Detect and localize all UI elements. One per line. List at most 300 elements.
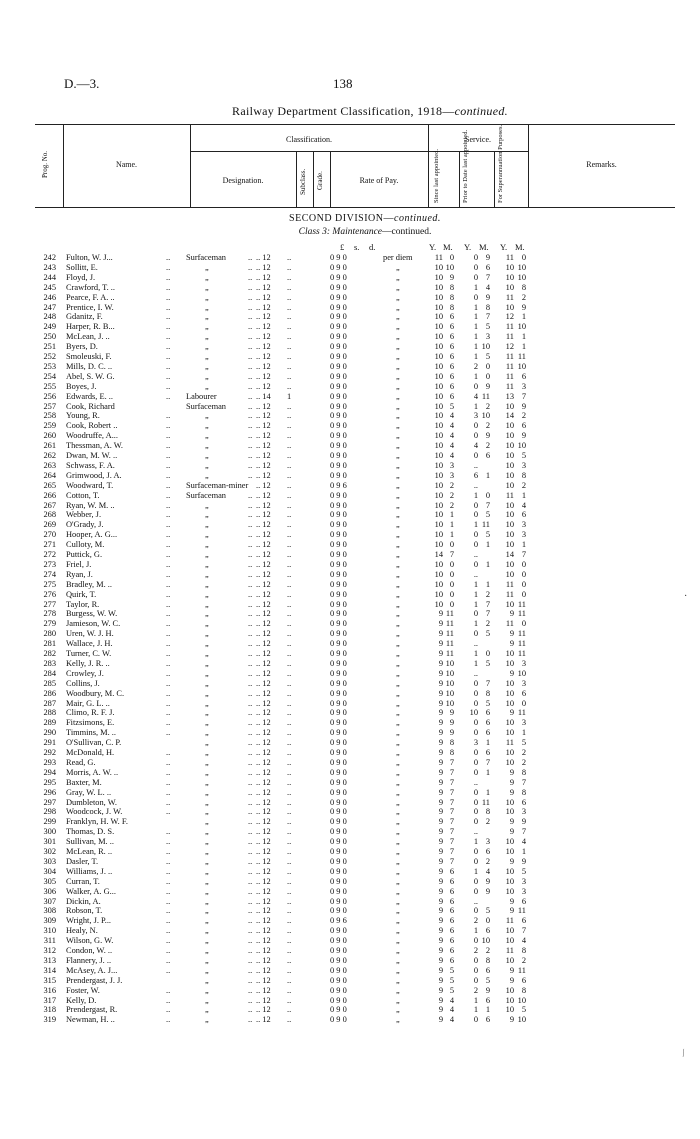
cell-y2: 2 xyxy=(473,985,478,995)
cell-freq: „ xyxy=(396,272,400,282)
table-row xyxy=(0,758,700,767)
cell-grade: .. 12 xyxy=(256,460,271,470)
cell-rate: 0 9 6 xyxy=(330,916,347,926)
cell-no: 263 xyxy=(43,460,56,470)
cell-des: „ xyxy=(205,688,209,698)
cell-grade: .. 12 xyxy=(256,599,271,609)
cell-rate: 0 9 0 xyxy=(330,371,347,381)
cell-y1: 9 xyxy=(438,797,443,807)
cell-m2: 6 xyxy=(485,728,490,738)
cell-m1: 6 xyxy=(449,906,454,916)
cell-ddd: .. xyxy=(248,866,253,876)
cell-freq: „ xyxy=(396,371,400,381)
cell-grade: .. 12 xyxy=(256,678,271,688)
cell-dd: .. xyxy=(166,827,171,837)
cell-sub: .. xyxy=(287,579,292,589)
cell-y2: 0 xyxy=(473,421,478,431)
table-row xyxy=(0,728,700,737)
cell-m1: 6 xyxy=(449,876,454,886)
cell-m2: 7 xyxy=(485,599,490,609)
cell-m1: 0 xyxy=(449,559,454,569)
cell-m1: 11 xyxy=(445,639,454,649)
cell-m1: 7 xyxy=(449,827,454,837)
cell-m2: 3 xyxy=(485,332,490,342)
cell-m1: 7 xyxy=(449,856,454,866)
cell-freq: „ xyxy=(396,569,400,579)
cell-y1: 9 xyxy=(438,827,443,837)
cell-y2: 0 xyxy=(473,292,478,302)
cell-grade: .. 12 xyxy=(256,995,271,1005)
cell-m2: 0 xyxy=(485,371,490,381)
cell-freq: „ xyxy=(396,550,400,559)
cell-des: „ xyxy=(205,965,209,975)
cell-freq: „ xyxy=(396,520,400,530)
cell-y2: 1 xyxy=(473,371,478,381)
table-row xyxy=(0,303,700,312)
cell-freq: „ xyxy=(396,668,400,678)
cell-y2: 0 xyxy=(473,609,478,619)
cell-des: Surfaceman xyxy=(186,401,226,411)
cell-name: Burgess, W. W. xyxy=(66,609,118,619)
cell-ddd: .. xyxy=(248,253,253,262)
cell-dd: .. xyxy=(166,678,171,688)
cell-y2: 1 xyxy=(473,589,478,599)
cell-m3: 9 xyxy=(521,431,526,441)
cell-sub: .. xyxy=(287,906,292,916)
cell-no: 301 xyxy=(43,837,56,847)
cell-y1: 9 xyxy=(438,936,443,946)
cell-freq: „ xyxy=(396,490,400,500)
cell-freq: „ xyxy=(396,470,400,480)
cell-m3: 8 xyxy=(521,985,526,995)
cell-m1: 7 xyxy=(449,797,454,807)
cell-m2: 5 xyxy=(485,629,490,639)
cell-rate: 0 9 0 xyxy=(330,955,347,965)
cell-grade: .. 12 xyxy=(256,767,271,777)
cell-name: Woodruffe, A... xyxy=(66,431,118,441)
table-row xyxy=(0,847,700,856)
table-row xyxy=(0,738,700,747)
cell-y1: 9 xyxy=(438,866,443,876)
cell-y3: 10 xyxy=(505,441,514,451)
cell-y1: 9 xyxy=(438,1005,443,1015)
cell-des: „ xyxy=(205,975,209,985)
cell-no: 296 xyxy=(43,787,56,797)
cell-des: „ xyxy=(205,649,209,658)
cell-dd: .. xyxy=(166,728,171,738)
table-row xyxy=(0,342,700,351)
cell-rate: 0 9 0 xyxy=(330,817,347,827)
cell-name: Prendergast, J. J. xyxy=(66,975,123,985)
cell-m2: 6 xyxy=(485,708,490,718)
cell-freq: „ xyxy=(396,866,400,876)
cell-ddd: .. xyxy=(248,718,253,728)
cell-grade: .. 12 xyxy=(256,550,271,559)
cell-des: „ xyxy=(205,342,209,352)
cell-des: Labourer xyxy=(186,391,217,401)
cell-rate: 0 9 0 xyxy=(330,837,347,847)
cell-dd: .. xyxy=(166,312,171,322)
cell-name: Mair, G. L. .. xyxy=(66,698,110,708)
cell-grade: .. 12 xyxy=(256,480,271,490)
cell-y2: 1 xyxy=(473,312,478,322)
cell-grade: .. 12 xyxy=(256,371,271,381)
cell-y2: 0 xyxy=(473,451,478,460)
cell-rate: 0 9 0 xyxy=(330,728,347,738)
cell-sub: .. xyxy=(287,698,292,708)
cell-y3: 10 xyxy=(505,569,514,579)
unit-pence: d. xyxy=(369,242,376,252)
cell-sub: .. xyxy=(287,609,292,619)
cell-grade: .. 12 xyxy=(256,540,271,550)
cell-ddd: .. xyxy=(248,421,253,431)
cell-m3: 11 xyxy=(517,599,526,609)
cell-rate: 0 9 0 xyxy=(330,995,347,1005)
cell-des: „ xyxy=(205,460,209,470)
cell-y3: 11 xyxy=(505,361,514,371)
table-row xyxy=(0,669,700,678)
cell-sub: .. xyxy=(287,718,292,728)
cell-no: 310 xyxy=(43,926,56,936)
cell-dd: .. xyxy=(166,1005,171,1015)
cell-y2: 4 xyxy=(473,441,478,451)
cell-y1: 9 xyxy=(438,718,443,728)
cell-m1: 6 xyxy=(449,352,454,361)
cell-no: 298 xyxy=(43,807,56,817)
cell-grade: .. 12 xyxy=(256,876,271,886)
cell-m1: 6 xyxy=(449,322,454,332)
cell-des: „ xyxy=(205,748,209,757)
table-row xyxy=(0,590,700,599)
cell-m2: 1 xyxy=(485,1005,490,1015)
cell-y3: 9 xyxy=(509,777,514,787)
cell-dd: .. xyxy=(166,777,171,787)
cell-y3: 9 xyxy=(509,817,514,827)
cell-des: „ xyxy=(205,540,209,550)
unit-shillings: s. xyxy=(354,242,360,252)
cell-ddd: .. xyxy=(248,916,253,926)
cell-no: 283 xyxy=(43,658,56,668)
cell-des: „ xyxy=(205,639,209,649)
header-subclass: Subclass. xyxy=(299,168,307,195)
cell-m3: 6 xyxy=(521,975,526,985)
cell-des: „ xyxy=(205,421,209,431)
cell-m1: 0 xyxy=(449,540,454,550)
cell-ddd: .. xyxy=(248,698,253,708)
table-row xyxy=(0,461,700,470)
table-row xyxy=(0,293,700,302)
cell-no: 303 xyxy=(43,856,56,866)
cell-m2: 1 xyxy=(485,767,490,777)
cell-y3: 10 xyxy=(505,678,514,688)
cell-grade: .. 12 xyxy=(256,451,271,460)
cell-y1: 9 xyxy=(438,649,443,658)
cell-m1: 6 xyxy=(449,926,454,936)
cell-m2: 5 xyxy=(485,698,490,708)
cell-no: 292 xyxy=(43,748,56,757)
cell-des: „ xyxy=(205,906,209,916)
unit-m: M. xyxy=(443,242,453,252)
cell-m2: 1 xyxy=(485,579,490,589)
cell-y3: 10 xyxy=(505,926,514,936)
cell-des: „ xyxy=(205,995,209,1005)
cell-dd: .. xyxy=(166,926,171,936)
cell-y3: 10 xyxy=(505,886,514,896)
cell-m3: 11 xyxy=(517,352,526,361)
cell-y3: 10 xyxy=(505,540,514,550)
cell-y3: 9 xyxy=(509,639,514,649)
cell-grade: .. 12 xyxy=(256,520,271,530)
cell-y2: .. xyxy=(473,827,478,837)
cell-freq: „ xyxy=(396,906,400,916)
cell-grade: .. 12 xyxy=(256,708,271,718)
cell-m3: 3 xyxy=(521,658,526,668)
cell-no: 295 xyxy=(43,777,56,787)
cell-name: Cotton, T. xyxy=(66,490,100,500)
table-row xyxy=(0,491,700,500)
cell-ddd: .. xyxy=(248,906,253,916)
cell-des: „ xyxy=(205,609,209,619)
header-classification: Classification. xyxy=(286,135,332,144)
table-row xyxy=(0,560,700,569)
table-row xyxy=(0,748,700,757)
cell-dd: .. xyxy=(166,1015,171,1025)
cell-y3: 13 xyxy=(505,391,514,401)
cell-y3: 9 xyxy=(509,668,514,678)
cell-y3: 14 xyxy=(505,550,514,559)
cell-name: Quirk, T. xyxy=(66,589,97,599)
table-row xyxy=(0,609,700,618)
cell-dd: .. xyxy=(166,500,171,510)
cell-name: Schwass, F. A. xyxy=(66,460,115,470)
cell-sub: .. xyxy=(287,253,292,262)
cell-freq: „ xyxy=(396,629,400,639)
cell-no: 252 xyxy=(43,352,56,361)
cell-m2: 2 xyxy=(485,856,490,866)
cell-name: Wright, J. P... xyxy=(66,916,112,926)
cell-y3: 9 xyxy=(509,896,514,906)
unit-y: Y. xyxy=(500,242,508,252)
cell-grade: .. 12 xyxy=(256,658,271,668)
unit-y: Y. xyxy=(429,242,437,252)
cell-des: „ xyxy=(205,827,209,837)
cell-freq: „ xyxy=(396,451,400,460)
cell-dd: .. xyxy=(166,540,171,550)
table-row xyxy=(0,679,700,688)
cell-freq: „ xyxy=(396,480,400,490)
cell-m2: 8 xyxy=(485,688,490,698)
cell-y1: 10 xyxy=(434,401,443,411)
title-continued: continued. xyxy=(454,104,508,118)
cell-des: „ xyxy=(205,856,209,866)
cell-dd: .. xyxy=(166,559,171,569)
cell-dd: .. xyxy=(166,748,171,757)
cell-m1: 7 xyxy=(449,787,454,797)
header-service: Service. xyxy=(465,135,491,144)
cell-rate: 0 9 0 xyxy=(330,708,347,718)
cell-no: 264 xyxy=(43,470,56,480)
cell-name: Puttick, G. xyxy=(66,550,103,559)
cell-name: Dumbleton, W. xyxy=(66,797,117,807)
cell-no: 270 xyxy=(43,530,56,540)
cell-grade: .. 12 xyxy=(256,847,271,856)
cell-m2: 9 xyxy=(485,876,490,886)
cell-y2: 3 xyxy=(473,411,478,421)
cell-m3: 0 xyxy=(521,569,526,579)
cell-name: Ryan, W. M. .. xyxy=(66,500,115,510)
cell-m3: 4 xyxy=(521,500,526,510)
cell-sub: .. xyxy=(287,748,292,757)
cell-grade: .. 12 xyxy=(256,589,271,599)
cell-m1: 7 xyxy=(449,837,454,847)
cell-freq: „ xyxy=(396,847,400,856)
cell-rate: 0 9 0 xyxy=(330,738,347,748)
cell-grade: .. 12 xyxy=(256,421,271,431)
header-since-last: Since last appointed. xyxy=(433,149,440,203)
cell-m2: 6 xyxy=(485,965,490,975)
cell-des: „ xyxy=(205,599,209,609)
cell-y3: 10 xyxy=(505,797,514,807)
cell-grade: .. 12 xyxy=(256,698,271,708)
cell-y2: 2 xyxy=(473,361,478,371)
cell-freq: „ xyxy=(396,728,400,738)
cell-no: 245 xyxy=(43,282,56,292)
cell-no: 247 xyxy=(43,302,56,312)
cell-m3: 5 xyxy=(521,738,526,748)
cell-no: 257 xyxy=(43,401,56,411)
header-for-super: For Superannuation Purposes. xyxy=(497,124,504,203)
cell-no: 293 xyxy=(43,757,56,767)
cell-y2: 1 xyxy=(473,332,478,342)
cell-no: 316 xyxy=(43,985,56,995)
cell-rate: 0 9 0 xyxy=(330,906,347,916)
cell-dd: .. xyxy=(166,530,171,540)
cell-dd: .. xyxy=(166,916,171,926)
cell-rate: 0 9 0 xyxy=(330,678,347,688)
cell-y2: 0 xyxy=(473,906,478,916)
header-rate-of-pay: Rate of Pay. xyxy=(359,176,399,185)
table-row xyxy=(0,451,700,460)
cell-m3: 2 xyxy=(521,480,526,490)
cell-y1: 10 xyxy=(434,589,443,599)
cell-rate: 0 9 0 xyxy=(330,441,347,451)
cell-des: „ xyxy=(205,1015,209,1025)
cell-y3: 10 xyxy=(505,520,514,530)
cell-freq: „ xyxy=(396,282,400,292)
cell-y3: 10 xyxy=(505,431,514,441)
table-row xyxy=(0,798,700,807)
cell-y3: 10 xyxy=(505,955,514,965)
header-sub-rule-classification xyxy=(190,151,428,152)
cell-m3: 1 xyxy=(521,490,526,500)
cell-m2: 6 xyxy=(485,847,490,856)
cell-grade: .. 12 xyxy=(256,896,271,906)
cell-y3: 10 xyxy=(505,847,514,856)
cell-y2: 1 xyxy=(473,579,478,589)
table-row xyxy=(0,916,700,925)
cell-m2: 0 xyxy=(485,361,490,371)
cell-freq: „ xyxy=(396,312,400,322)
cell-y2: 0 xyxy=(473,748,478,757)
cell-m2: 6 xyxy=(485,262,490,272)
cell-no: 290 xyxy=(43,728,56,738)
cell-rate: 0 9 0 xyxy=(330,520,347,530)
cell-sub: .. xyxy=(287,401,292,411)
cell-sub: .. xyxy=(287,441,292,451)
cell-grade: .. 12 xyxy=(256,322,271,332)
cell-rate: 0 9 0 xyxy=(330,856,347,866)
cell-sub: .. xyxy=(287,480,292,490)
cell-ddd: .. xyxy=(248,302,253,312)
cell-rate: 0 9 0 xyxy=(330,460,347,470)
cell-m3: 6 xyxy=(521,896,526,906)
table-row xyxy=(0,689,700,698)
cell-no: 243 xyxy=(43,262,56,272)
cell-dd: .. xyxy=(166,757,171,767)
cell-no: 313 xyxy=(43,955,56,965)
cell-rate: 0 9 0 xyxy=(330,787,347,797)
cell-grade: .. 12 xyxy=(256,619,271,629)
table-row xyxy=(0,619,700,628)
cell-y2: 1 xyxy=(473,352,478,361)
cell-m3: 10 xyxy=(517,668,526,678)
cell-name: Cook, Richard xyxy=(66,401,115,411)
cell-y1: 10 xyxy=(434,302,443,312)
cell-y2: 0 xyxy=(473,965,478,975)
cell-y3: 11 xyxy=(505,371,514,381)
cell-des: „ xyxy=(205,550,209,559)
cell-m2: 5 xyxy=(485,658,490,668)
cell-m3: 6 xyxy=(521,510,526,520)
cell-y1: 10 xyxy=(434,490,443,500)
cell-ddd: .. xyxy=(248,550,253,559)
cell-des: „ xyxy=(205,262,209,272)
cell-m1: 0 xyxy=(449,569,454,579)
cell-ddd: .. xyxy=(248,738,253,748)
table-row xyxy=(0,540,700,549)
cell-m3: 6 xyxy=(521,916,526,926)
cell-y1: 9 xyxy=(438,876,443,886)
cell-m3: 10 xyxy=(517,272,526,282)
cell-ddd: .. xyxy=(248,965,253,975)
cell-m2: 5 xyxy=(485,352,490,361)
cell-m3: 11 xyxy=(517,649,526,658)
cell-no: 276 xyxy=(43,589,56,599)
table-row xyxy=(0,788,700,797)
cell-m3: 7 xyxy=(521,391,526,401)
cell-sub: .. xyxy=(287,352,292,361)
cell-name: Woodward, T. xyxy=(66,480,114,490)
cell-m2: 5 xyxy=(485,906,490,916)
cell-no: 275 xyxy=(43,579,56,589)
cell-y2: .. xyxy=(473,569,478,579)
cell-freq: „ xyxy=(396,955,400,965)
cell-y3: 11 xyxy=(505,352,514,361)
cell-y2: 0 xyxy=(473,797,478,807)
cell-name: Gray, W. L. .. xyxy=(66,787,112,797)
cell-m1: 7 xyxy=(449,817,454,827)
header-col-line xyxy=(494,151,495,207)
cell-y3: 9 xyxy=(509,609,514,619)
cell-y2: 1 xyxy=(473,926,478,936)
cell-no: 253 xyxy=(43,361,56,371)
cell-y1: 10 xyxy=(434,500,443,510)
cell-y2: 0 xyxy=(473,975,478,985)
cell-no: 315 xyxy=(43,975,56,985)
cell-sub: .. xyxy=(287,678,292,688)
cell-grade: .. 12 xyxy=(256,946,271,955)
cell-m2: 11 xyxy=(481,391,490,401)
